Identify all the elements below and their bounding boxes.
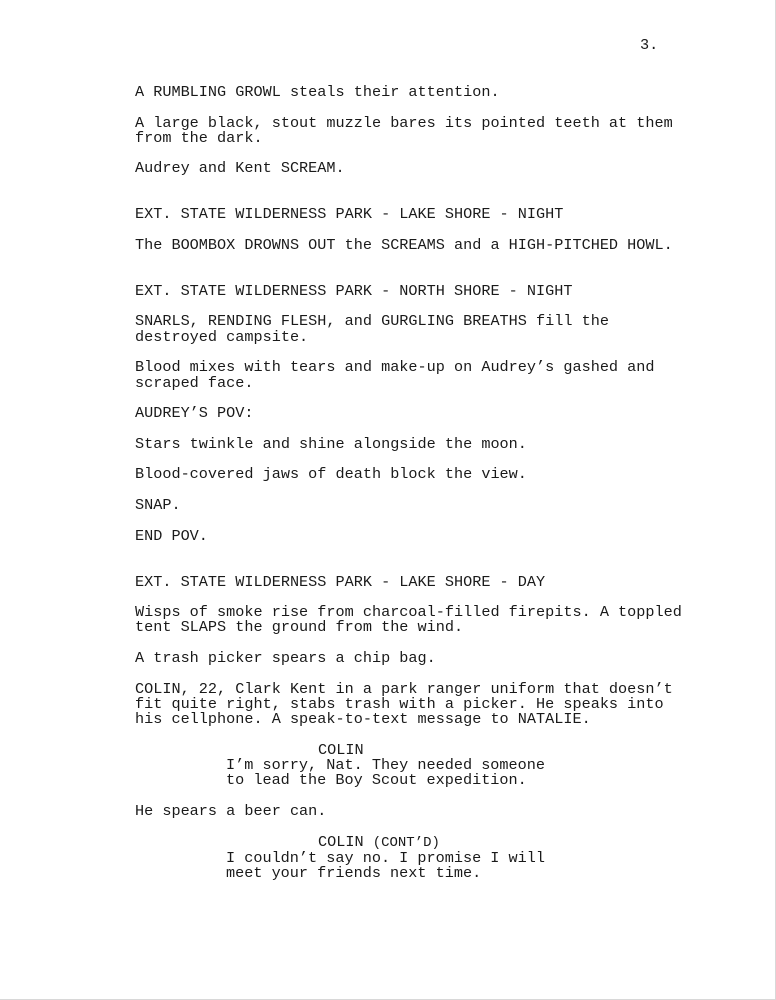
dialogue [135, 848, 695, 883]
action-text: A RUMBLING GROWL steals their attention. [135, 83, 500, 101]
action-text: his cellphone. A speak-to-text message to NATALIE. [135, 710, 591, 729]
action-text: from the dark. [135, 128, 263, 147]
action-line [135, 648, 695, 667]
action-line [135, 113, 695, 147]
dialogue [135, 758, 695, 789]
action-text: Stars twinkle and shine alongside the moon. [135, 434, 527, 453]
dialogue-text: meet your friends next time. [226, 864, 482, 883]
action-text: The BOOMBOX DROWNS OUT the SCREAMS and a HIGH-PITCHED HOWL. [135, 235, 673, 254]
action-text: END POV. [135, 526, 208, 545]
action-line [135, 434, 695, 453]
action-line [135, 161, 695, 176]
action-line [135, 467, 695, 482]
action-text: SNARLS, RENDING FLESH, and GURGLING BREATHS fill the [135, 312, 609, 331]
action-text: scraped face. [135, 373, 254, 392]
action-line [135, 235, 695, 254]
scene-heading [135, 572, 695, 591]
action-text: Wisps of smoke rise from charcoal-filled firepits. A toppled [135, 603, 682, 622]
action-text: A trash picker spears a chip bag. [135, 648, 436, 667]
action-line [135, 605, 695, 636]
action-line [135, 314, 695, 345]
dialogue-text: I’m sorry, Nat. They needed someone [226, 756, 545, 775]
scene-heading-text: EXT. STATE WILDERNESS PARK - LAKE SHORE - NIGHT [135, 205, 564, 224]
script-body [135, 85, 695, 897]
scene-heading [135, 207, 695, 222]
action-text: SNAP. [135, 496, 181, 515]
scene-heading-text: EXT. STATE WILDERNESS PARK - LAKE SHORE - DAY [135, 572, 546, 591]
action-text: tent SLAPS the ground from the wind. [135, 618, 464, 637]
action-text: Blood mixes with tears and make-up on Audrey’s gashed and [135, 358, 655, 377]
dialogue-text: I couldn’t say no. I promise I will [226, 848, 545, 867]
character-extension: (CONT’D) [372, 834, 440, 851]
action-line [135, 526, 695, 545]
action-line [135, 679, 695, 729]
action-text: A large black, stout muzzle bares its pointed teeth at them [135, 113, 673, 132]
action-text: Blood-covered jaws of death block the view. [135, 465, 527, 484]
character-name: COLIN [318, 832, 364, 851]
action-text: COLIN, 22, Clark Kent in a park ranger uniform that doesn’t [135, 679, 673, 698]
action-text: destroyed campsite. [135, 327, 309, 346]
page-number: 3. [640, 36, 659, 54]
action-text: He spears a beer can. [135, 801, 327, 820]
action-text: AUDREY’S POV: [135, 404, 254, 423]
action-line [135, 85, 695, 100]
action-line [135, 801, 695, 820]
action-line [135, 498, 695, 513]
action-line [135, 360, 695, 391]
action-text: Audrey and Kent SCREAM. [135, 159, 345, 178]
dialogue-text: to lead the Boy Scout expedition. [226, 771, 527, 790]
action-text: fit quite right, stabs trash with a picker. He speaks into [135, 694, 664, 713]
scene-heading [135, 281, 695, 300]
action-line [135, 406, 695, 421]
scene-heading-text: EXT. STATE WILDERNESS PARK - NORTH SHORE - NIGHT [135, 281, 573, 300]
character-name: COLIN [318, 740, 364, 759]
